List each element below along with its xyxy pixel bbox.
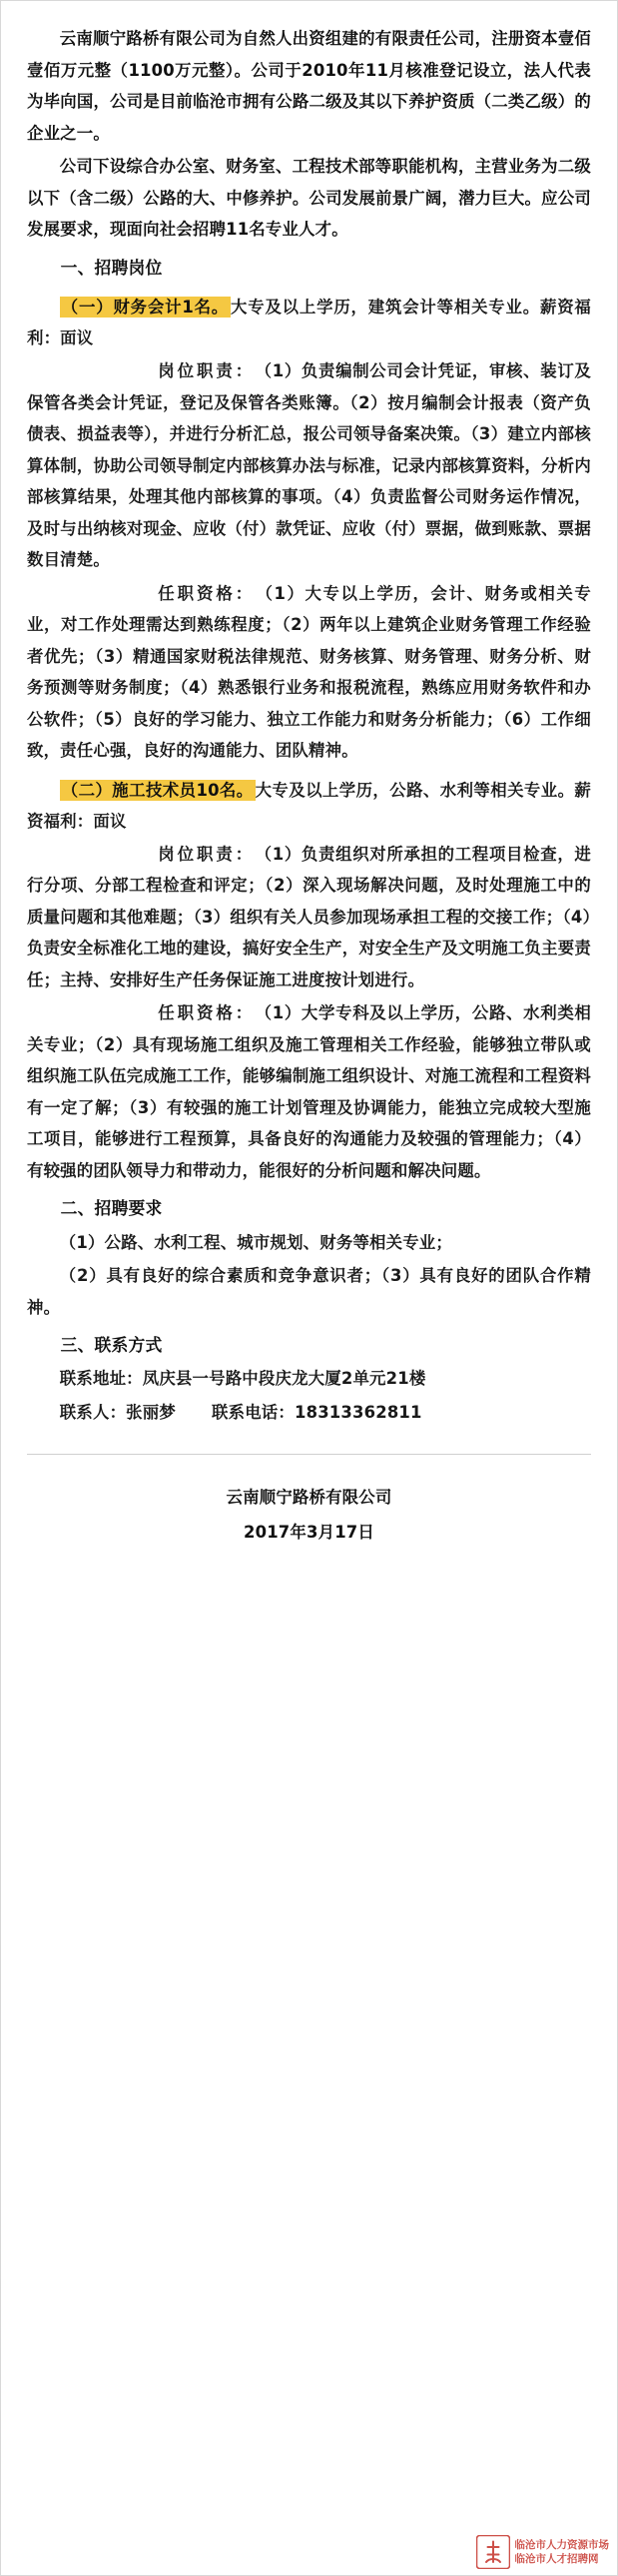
contact-address [27,1363,591,1395]
job-1-duties-text: （1）负责编制公司会计凭证，审核、装订及保管各类会计凭证，登记及保管各类账簿。（2）按月编制会计报表（资产负债表、损益表等），并进行分析汇总，报公司领导备案决策。（3）建立内部核算体制，协助公司领导制定内部核算办法与标准，记录内部核算资料，分析内部核算结果，处理其他内部核算的事项。（4）负责监督公司财务运作情况，及时与出纳核对现金、应收（付）款凭证、应收（付）票据，做到账款、票据数目清楚。 [27,361,591,570]
job-2-title-tail: 大专及以上学历，公路、水利等相关专业。薪资福利：面议 [27,780,591,831]
contact-person-label: 联系人： [59,1402,127,1422]
job-1-requirements-text: （1）大专以上学历，会计、财务或相关专业，对工作处理需达到熟练程度；（2）两年以上建筑企业财务管理工作经验者优先；（3）精通国家财税法律规范、财务核算、财务管理、财务分析、财务预测等财务制度；（4）熟悉银行业务和报税流程，熟练应用财务软件和办公软件；（5）良好的学习能力、独立工作能力和财务分析能力；（6）工作细致，责任心强，良好的沟通能力、团队精神。 [27,583,591,761]
contact-address-label: 联系地址： [59,1369,143,1389]
job-2-duties [27,839,591,996]
contact-phone-label: 联系电话： [212,1402,295,1422]
contact-person-phone [27,1397,591,1429]
job-1-duties-label: 岗位职责： [158,361,256,381]
requirement-line-2: （2）具有良好的综合素质和竞争意识者；（3）具有良好的团队合作精神。 [27,1266,591,1317]
job-2-duties-label: 岗位职责： [158,844,256,864]
job-1-duties [27,355,591,576]
contact-person-value: 张丽梦 [126,1402,176,1422]
job-2-heading [27,775,591,837]
job-1-requirements-label: 任职资格： [158,583,256,603]
footer-divider [27,1454,591,1455]
contact-address-value: 凤庆县一号路中段庆龙大厦2单元21楼 [142,1369,426,1389]
job-2-duties-text: （1）负责组织对所承担的工程项目检查，进行分项、分部工程检查和评定；（2）深入现场解决问题，及时处理施工中的质量问题和其他难题；（3）组织有关人员参加现场承担工程的交接工作；（4）负责安全标准化工地的建设，搞好安全生产，对安全生产及文明施工负主要责任；主持、安排好生产任务保证施工进度按计划进行。 [27,844,591,989]
signature-block [27,1481,591,1550]
job-1-title-tail: 大专及以上学历，建筑会计等相关专业。薪资福利：面议 [27,297,592,347]
signature-date: 2017年3月17日 [243,1522,374,1542]
document-body [27,23,591,1550]
job-2-title-highlight: （二）施工技术员10名。 [61,780,254,800]
section-title-positions: 一、招聘岗位 [60,257,163,278]
watermark-line-2: 临沧市人才招聘网 [514,2553,599,2565]
intro-paragraph-2: 公司下设综合办公室、财务室、工程技术部等职能机构，主营业务为二级以下（含二级）公路的大、中修养护。公司发展前景广阔，潜力巨大。应公司发展要求，现面向社会招聘11名专业人才。 [27,157,591,239]
section-title-contact: 三、联系方式 [60,1335,163,1356]
section-title-requirements: 二、招聘要求 [60,1198,163,1219]
watermark-line-1: 临沧市人力资源市场 [514,2538,609,2551]
job-2-requirements [27,997,591,1186]
watermark-logo-icon [476,2535,510,2569]
job-2-requirements-text: （1）大学专科及以上学历，公路、水利类相关专业；（2）具有现场施工组织及施工管理相关工作经验，能够独立带队或组织施工队伍完成施工工作，能够编制施工组织设计、对施工流程和工程资料有一定了解；（3）有较强的施工计划管理及协调能力，能独立完成较大型施工项目，能够进行工程预算，具备良好的沟通能力及较强的管理能力；（4）有较强的团队领导力和带动力，能很好的分析问题和解决问题。 [27,1003,591,1180]
intro-paragraph-1: 云南顺宁路桥有限公司为自然人出资组建的有限责任公司，注册资本壹佰壹佰万元整（1100万元整）。公司于2010年11月核准登记设立，法人代表为毕向国，公司是目前临沧市拥有公路二级及其以下养护资质（二类乙级）的企业之一。 [27,29,591,143]
job-1-title-highlight: （一）财务会计1名。 [61,297,230,317]
job-1-requirements [27,578,591,767]
watermark [476,2535,610,2569]
signature-company: 云南顺宁路桥有限公司 [226,1488,392,1508]
job-2-requirements-label: 任职资格： [158,1003,256,1023]
contact-phone-value: 18313362811 [294,1402,422,1422]
requirement-line-1: （1）公路、水利工程、城市规划、财务等相关专业； [59,1232,452,1252]
watermark-text [515,2538,610,2566]
job-1-heading [27,292,591,353]
